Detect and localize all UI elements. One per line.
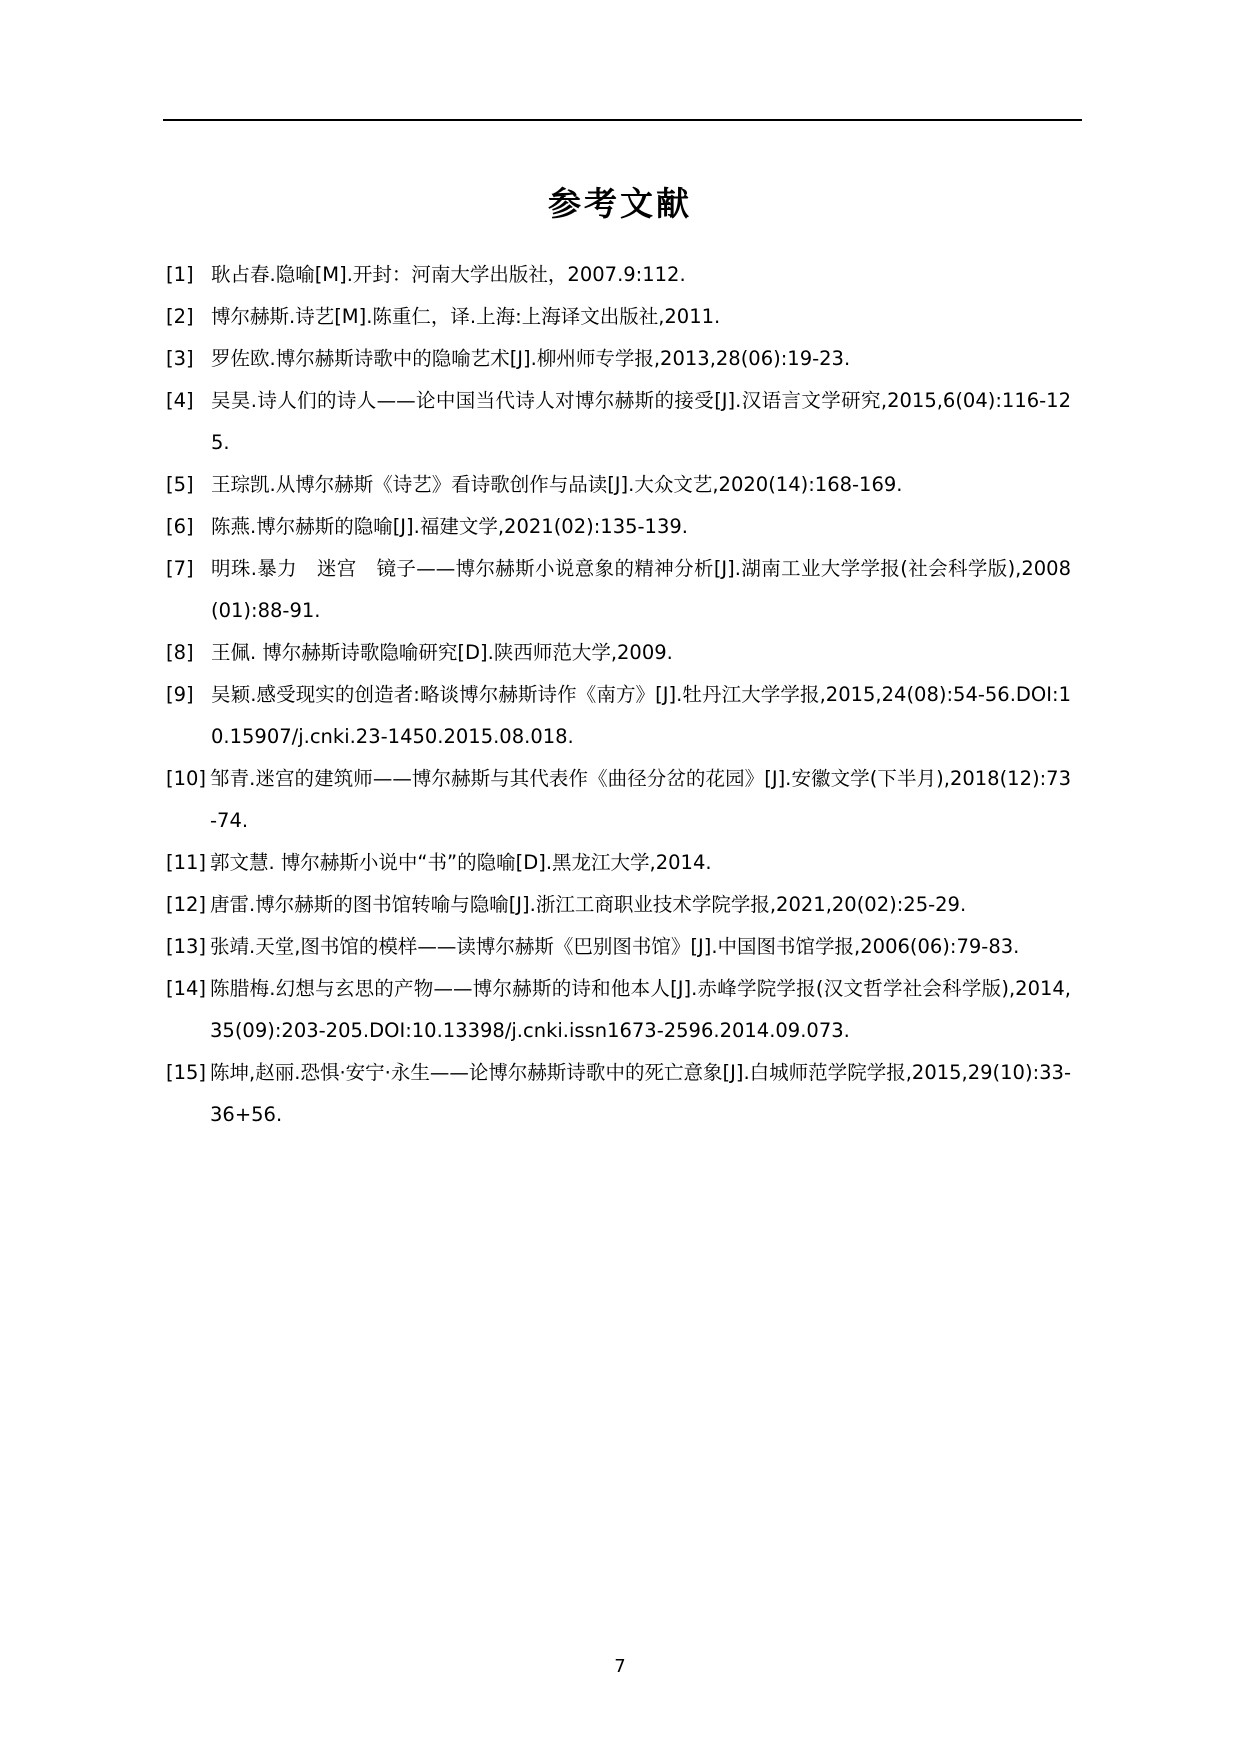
reference-number: [5] xyxy=(166,473,194,496)
reference-item xyxy=(166,548,1071,632)
reference-text: 唐雷.博尔赫斯的图书馆转喻与隐喻[J].浙江工商职业技术学院学报,2021,20(02):25-29. xyxy=(210,893,967,916)
reference-text: 明珠.暴力 迷宫 镜子——博尔赫斯小说意象的精神分析[J].湖南工业大学学报(社会科学版),2008(01):88-91. xyxy=(211,557,1071,622)
reference-number: [10] xyxy=(166,767,207,790)
reference-text: 郭文慧. 博尔赫斯小说中“书”的隐喻[D].黑龙江大学,2014. xyxy=(210,851,712,874)
reference-text: 邹青.迷宫的建筑师——博尔赫斯与其代表作《曲径分岔的花园》[J].安徽文学(下半月),2018(12):73-74. xyxy=(210,767,1071,832)
reference-item xyxy=(166,758,1071,842)
reference-text: 王佩. 博尔赫斯诗歌隐喻研究[D].陕西师范大学,2009. xyxy=(211,641,673,664)
reference-item xyxy=(166,506,1071,548)
reference-text: 吴昊.诗人们的诗人——论中国当代诗人对博尔赫斯的接受[J].汉语言文学研究,2015,6(04):116-125. xyxy=(211,389,1071,454)
reference-text: 陈腊梅.幻想与玄思的产物——博尔赫斯的诗和他本人[J].赤峰学院学报(汉文哲学社会科学版),2014,35(09):203-205.DOI:10.13398/j.cnki.issn1673-2596.2014.09.073. xyxy=(210,977,1071,1042)
page-number: 7 xyxy=(614,1656,626,1677)
reference-item xyxy=(166,1052,1071,1136)
reference-text: 张靖.天堂,图书馆的模样——读博尔赫斯《巴别图书馆》[J].中国图书馆学报,2006(06):79-83. xyxy=(210,935,1020,958)
reference-item xyxy=(166,884,1071,926)
reference-item xyxy=(166,338,1071,380)
reference-item xyxy=(166,380,1071,464)
page-title: 参考文献 xyxy=(548,184,692,224)
reference-text: 王琮凯.从博尔赫斯《诗艺》看诗歌创作与品读[J].大众文艺,2020(14):168-169. xyxy=(211,473,903,496)
reference-number: [6] xyxy=(166,515,194,538)
reference-number: [7] xyxy=(166,557,194,580)
reference-text: 陈坤,赵丽.恐惧·安宁·永生——论博尔赫斯诗歌中的死亡意象[J].白城师范学院学报,2015,29(10):33-36+56. xyxy=(210,1061,1071,1126)
reference-item xyxy=(166,464,1071,506)
reference-item xyxy=(166,674,1071,758)
reference-number: [15] xyxy=(166,1061,207,1084)
reference-number: [2] xyxy=(166,305,194,328)
reference-number: [4] xyxy=(166,389,194,412)
reference-item xyxy=(166,296,1071,338)
reference-number: [11] xyxy=(166,851,207,874)
reference-item xyxy=(166,926,1071,968)
reference-text: 陈燕.博尔赫斯的隐喻[J].福建文学,2021(02):135-139. xyxy=(211,515,688,538)
reference-number: [14] xyxy=(166,977,207,1000)
reference-number: [1] xyxy=(166,263,194,286)
reference-item xyxy=(166,254,1071,296)
header-divider xyxy=(163,119,1082,121)
reference-text: 罗佐欧.博尔赫斯诗歌中的隐喻艺术[J].柳州师专学报,2013,28(06):19-23. xyxy=(211,347,851,370)
reference-item xyxy=(166,632,1071,674)
reference-number: [13] xyxy=(166,935,207,958)
reference-number: [8] xyxy=(166,641,194,664)
reference-item xyxy=(166,968,1071,1052)
reference-number: [9] xyxy=(166,683,194,706)
reference-list xyxy=(166,254,1071,1136)
reference-text: 博尔赫斯.诗艺[M].陈重仁，译.上海:上海译文出版社,2011. xyxy=(211,305,721,328)
reference-item xyxy=(166,842,1071,884)
reference-text: 耿占春.隐喻[M].开封：河南大学出版社，2007.9:112. xyxy=(211,263,686,286)
reference-number: [3] xyxy=(166,347,194,370)
reference-text: 吴颖.感受现实的创造者:略谈博尔赫斯诗作《南方》[J].牡丹江大学学报,2015,24(08):54-56.DOI:10.15907/j.cnki.23-1450.2015.08.018. xyxy=(211,683,1071,748)
reference-number: [12] xyxy=(166,893,207,916)
